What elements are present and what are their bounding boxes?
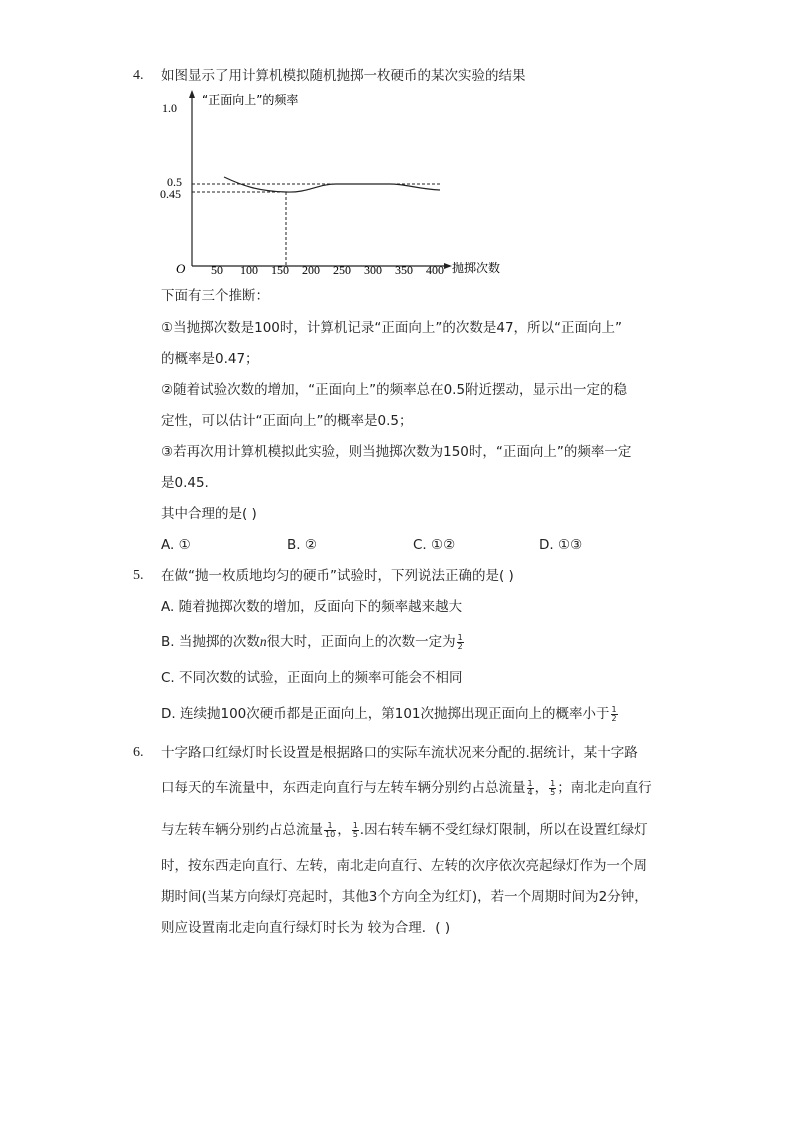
q5-number: 5. (133, 568, 144, 583)
ytick-label: 0.5 (167, 175, 182, 189)
q6-line-3 (161, 820, 648, 840)
q5-option-d[interactable] (161, 704, 619, 724)
separator: ， (337, 822, 351, 838)
q5-option-c[interactable]: C. 不同次数的试验，正面向上的频率可能会不相同 (161, 670, 463, 686)
q4-statement-3-cont: 是0.45. (161, 475, 209, 491)
y-axis-label: “正面向上”的频率 (202, 93, 299, 107)
x-axis-label: 抛掷次数 (452, 261, 501, 275)
xtick-label: 50 (211, 263, 223, 277)
q6-line-2 (161, 778, 652, 798)
q6-line-2-text-2: ；南北走向直行 (557, 780, 652, 796)
q4-statement-1-cont: 的概率是0.47； (161, 351, 259, 367)
frequency-curve (224, 177, 440, 192)
fraction-tenth: $\frac{1}{10}$ (325, 820, 336, 839)
frequency-chart (158, 88, 518, 283)
xtick-label: 150 (271, 263, 289, 277)
fraction-fifth: $\frac{1}{5}$ (550, 778, 556, 797)
q5-option-b-text: B. 当抛掷的次数 (161, 634, 260, 650)
ytick-label: 1.0 (162, 101, 177, 115)
fraction-one-half: $\frac{1}{2}$ (611, 704, 617, 723)
q5-option-b[interactable] (161, 632, 465, 652)
q4-intro: 下面有三个推断： (161, 288, 269, 304)
q6-line-1: 十字路口红绿灯时长设置是根据路口的实际车流状况来分配的.据统计，某十字路 (161, 745, 638, 761)
fraction-fifth: $\frac{1}{5}$ (352, 820, 358, 839)
xtick-label: 300 (364, 263, 382, 277)
q6-line-2-text: 口每天的车流量中，东西走向直行与左转车辆分别约占总流量 (161, 780, 526, 796)
q4-statement-3: ③若再次用计算机模拟此实验，则当抛掷次数为150时，“正面向上”的频率一定 (161, 444, 632, 460)
variable-n: n (259, 634, 267, 649)
q6-line-3-text: 与左转车辆分别约占总流量 (161, 822, 323, 838)
q5-stem: 在做“抛一枚质地均匀的硬币”试验时，下列说法正确的是( ) (161, 568, 514, 584)
q4-statement-2: ②随着试验次数的增加，“正面向上”的频率总在0.5附近摆动，显示出一定的稳 (161, 382, 628, 398)
separator: ， (534, 780, 549, 796)
q5-option-d-text: D. 连续抛100次硬币都是正面向上，第101次抛掷出现正面向上的概率小于 (161, 706, 610, 722)
q4-option-d[interactable]: D. ①③ (539, 537, 583, 553)
q4-option-b[interactable]: B. ② (287, 537, 317, 553)
fraction-quarter: $\frac{1}{4}$ (527, 778, 533, 797)
origin-label: O (176, 261, 186, 276)
y-axis-arrow (189, 90, 195, 98)
q6-line-3-text-2: .因右转车辆不受红绿灯限制，所以在设置红绿灯 (359, 822, 648, 838)
xtick-label: 250 (333, 263, 351, 277)
q4-stem: 如图显示了用计算机模拟随机抛掷一枚硬币的某次实验的结果 (161, 68, 526, 84)
q5-option-b-text-2: 很大时，正面向上的次数一定为 (266, 634, 456, 650)
ytick-label: 0.45 (160, 187, 181, 201)
q4-option-c[interactable]: C. ①② (413, 537, 456, 553)
q4-statement-2-cont: 定性，可以估计“正面向上”的概率是0.5； (161, 413, 413, 429)
q5-option-a[interactable]: A. 随着抛掷次数的增加，反面向下的频率越来越大 (161, 599, 463, 615)
q6-number: 6. (133, 745, 144, 760)
q6-line-5: 期时间(当某方向绿灯亮起时，其他3个方向全为红灯)，若一个周期时间为2分钟， (161, 889, 648, 905)
q4-statement-1: ①当抛掷次数是100时，计算机记录“正面向上”的次数是47，所以“正面向上” (161, 320, 623, 336)
x-axis-arrow (444, 263, 452, 269)
xtick-label: 100 (240, 263, 258, 277)
q4-ask: 其中合理的是( ) (161, 506, 257, 522)
q4-number: 4. (133, 68, 144, 83)
q6-line-6: 则应设置南北走向直行绿灯时长为 较为合理．( ) (161, 920, 451, 936)
xtick-label: 400 (426, 263, 444, 277)
q6-line-4: 时，按东西走向直行、左转，南北走向直行、左转的次序依次亮起绿灯作为一个周 (161, 858, 647, 874)
xtick-label: 200 (302, 263, 320, 277)
xtick-label: 350 (395, 263, 413, 277)
q4-option-a[interactable]: A. ① (161, 537, 191, 553)
fraction-one-half: $\frac{1}{2}$ (457, 632, 463, 651)
